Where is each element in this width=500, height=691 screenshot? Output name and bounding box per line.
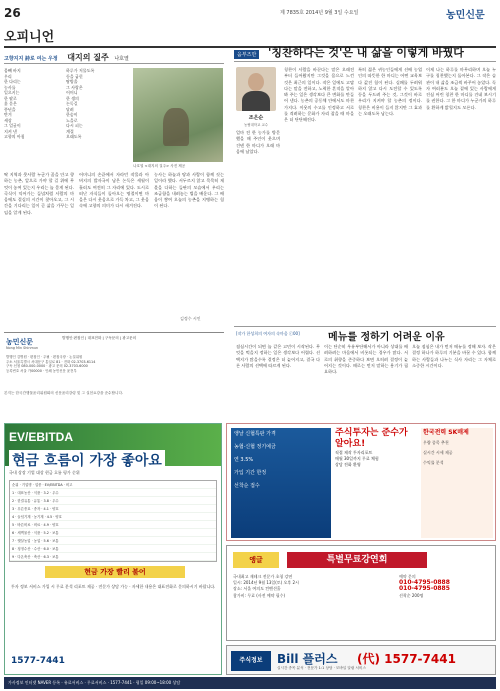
column-rule: [234, 61, 496, 62]
poem-lines-right: [66, 68, 126, 140]
ad2-mid-line: 매월 30일까지 무료 체험: [335, 456, 379, 461]
author-name: 조은순: [248, 115, 264, 121]
column-text-3: 이제 나는 하루를 마무리하며 오늘 누구를 칭찬했는지 돌아본다. 그 작은 습관이 내 삶을 조금씩 바꾸어 놓았다. 독자 여러분도 오늘 곁에 있는 사람에게 진심 어린 칭찬 한 마디를 건네 보시기를 권한다. 그 한 마디가 누군가의 하루를 환하게 밝힐지도 모른다.: [426, 67, 496, 110]
masthead-row: 발행인 김병원 · 편집인 · 주필 · 편집국장 · 논설위원: [6, 355, 83, 359]
column-text-2: 특히 젊은 귀농인들에게 선배 농업인의 따뜻한 한 마디는 어떤 교육보다 값진 힘이 된다. 실패를 두려워하지 않고 다시 도전할 수 있도록 등을 두드려 주는 것, 그것이 바로 우리가 지켜야 할 농촌의 정이다. 칭찬은 비용이 들지 않지만 그 효과는 오래도록 남는다.: [358, 67, 422, 117]
ad3-line: 일시: 2014년 9월 13일(토) 오후 2시: [233, 580, 299, 586]
poem-line: 논둑길: [66, 101, 78, 106]
poem-line: 반겨: [4, 112, 12, 117]
poem-line: 세상: [4, 117, 12, 123]
poem-line: 달려: [66, 106, 74, 112]
masthead-row: 주소 서울특별시 서대문구 통일로 81 · 전화 02-3703-6114: [6, 359, 96, 364]
ad3-contact-note: 선착순 200명: [399, 592, 424, 598]
ad4-brand: Bill 플러스: [277, 652, 338, 666]
poem-line: 몸빼 바지: [4, 68, 21, 73]
ad2-left-panel: [231, 428, 331, 538]
ad-bill-plus[interactable]: [226, 645, 496, 675]
ad2-left-line: 앵날 신협특판 가격: [234, 431, 276, 437]
table-row: 2 · 한결유통 · 유통 · 3.8 · 우수: [12, 499, 59, 503]
poem-line: 하루가 저물도록: [66, 68, 95, 73]
masthead-row: 구독 신청 080-000-0000 · 광고 문의 02-3703-6000: [6, 364, 88, 369]
issue-date: 제 7835호 2014년 9월 3일 수요일: [280, 10, 359, 16]
page-number: 26: [4, 6, 21, 20]
poem-line: 한 팔로: [4, 95, 17, 101]
ad3-line: 참가비: 무료 (사전 예약 필수): [233, 592, 286, 598]
box2-text-3: 오늘 점심은 내가 먼저 메뉴를 정해 보자. 작은 결정 하나가 하루의 기분을 바꿀 수 있다. 함께하는 사람들과 나누는 식사 자리는 그 자체로 소중한 시간이다.: [412, 344, 496, 368]
ad3-contact: [399, 574, 491, 599]
table-row: 8 · 청정수산 · 수산 · 6.0 · 보통: [12, 547, 59, 551]
ad1-phone[interactable]: 1577-7441: [11, 656, 65, 666]
poem-line: 계절: [66, 128, 74, 134]
ad4-tagline: 실시간 종목 분석 · 전문가 1:1 상담 · 모바일 알림 서비스: [277, 666, 366, 670]
poem-line: 다시 피는: [66, 123, 83, 128]
poem-line: 그 얼굴이: [4, 123, 21, 128]
ad-ev-ebitda[interactable]: [4, 423, 222, 675]
ad2-right-line: 수익률 분석: [423, 460, 444, 465]
section-title: 오피니언: [4, 30, 55, 45]
ad3-line: 장소: 서울 여의도 컨벤션홀: [233, 586, 281, 592]
ad2-left-line: 농협·신협 정기예금: [234, 444, 276, 450]
page-header: [0, 0, 500, 28]
ad3-body: [233, 574, 393, 599]
poem-line: 지켜 낸: [4, 128, 17, 134]
advertisement-area: [0, 421, 500, 691]
ad2-right-panel: [421, 428, 493, 538]
poem-label: 고향지지 詩로 여는 우정: [4, 56, 58, 62]
box2-text-1: 점심시간이 되면 늘 같은 고민이 시작된다. 무엇을 먹을지 정하는 일은 생각보다 어렵다. 선택지가 많을수록 결정은 더 늦어지고, 결국 다른 사람의 선택에 따르게 된다.: [236, 344, 320, 368]
table-row: 5 · 바른비료 · 비료 · 4.9 · 양호: [12, 523, 59, 527]
essay-column-1: 딱 지역과 뭇사람 누군가 꿈을 안고 향하는 농촌, 앞으로 가야 할 길 위에 무엇이 놓여 있는지 우리는 늘 묻게 된다. 곡식이 익어가는 들녘처럼 사람의 마음에도 결실의 시간이 찾아오고, 그 시간을 기다리는 일이 곧 삶을 가꾸는 일임을 알게 된다.: [4, 172, 74, 215]
column-text-1: 칭찬이 사람을 바꾼다는 말은 오래전부터 들어왔지만 그것을 몸으로 느낀 것은 최근의 일이다. 작은 일에도 고맙다는 말을 전하고, 노력한 흔적을 알아봐 주는 일은 생각보다 큰 변화를 만들어 낸다. 농촌의 공동체 안에서도 마찬가지다. 이웃의 수고를 인정하고 서로를 격려하는 문화가 자리 잡을 때 마을은 더 단단해진다.: [284, 67, 354, 123]
poem-line: 어머니: [66, 90, 78, 95]
ad-seminar[interactable]: [226, 545, 496, 641]
poem-lines-left: [4, 68, 64, 140]
photo-caption: 나호열 <대지의 질주> 사진 제공: [133, 164, 186, 168]
poem-title: 대지의 질주: [67, 53, 109, 62]
poem-line: 등을 굽힌: [66, 73, 83, 79]
ad1-subline: 국내 상장 기업 대상 현금 흐름 평가 순위: [9, 470, 80, 475]
poem-photo: [133, 68, 223, 162]
paper-name: 농민신문: [446, 10, 485, 21]
poem-line: 일으키는: [4, 90, 20, 95]
ad4-logo: 주식정보: [231, 651, 271, 671]
author-portrait: [236, 67, 276, 111]
ad2-mid-line: 직접 제작 투자리포트: [335, 450, 373, 455]
ad2-right-title: 한국전력 SK매제: [423, 429, 469, 436]
poem-line: 노을로: [66, 117, 78, 123]
masthead-row: 등록번호 서울 가00000 · 인쇄 농민신문 윤전부: [6, 368, 77, 373]
ad2-left-line: 연 3.5%: [234, 457, 254, 463]
ad2-middle-panel: [335, 428, 417, 468]
ad2-right-line: 우량 종목 추천: [423, 440, 449, 445]
poem-author: 나호열: [114, 56, 129, 62]
ad1-banner: 현금 가장 빨리 불어: [45, 566, 185, 578]
masthead-logo-sub: Nong Min Shinmun: [6, 346, 39, 350]
ad3-headline: 특별무료강연회: [287, 552, 427, 568]
poem-line: 한숨이: [66, 112, 78, 117]
ad1-ev-label: EV/EBITDA: [9, 430, 74, 444]
poem-line: 한 생의: [66, 95, 79, 101]
ad2-left-line: 가입 기간 한정: [234, 470, 267, 476]
table-row: 7 · 햇살농업 · 농업 · 5.6 · 보통: [12, 539, 59, 543]
ad3-phone[interactable]: 010-4795-0885: [399, 585, 450, 593]
poem-line: 고향의 아침: [4, 134, 25, 139]
essay-column-2: 어머니의 손끝에서 자라던 작물과 아버지의 발자국이 남은 논둑은 세월이 흘러도 여전히 그 자리에 있다. 도시로 떠난 자식들이 돌아오는 명절이면 마을은 다시 웃음으로 가득 차고, 그 웃음 속에 고향의 의미가 다시 새겨진다.: [79, 172, 149, 209]
poem-line: 오래도록: [66, 134, 82, 139]
ad4-phone[interactable]: (代) 1577-7441: [357, 652, 456, 666]
author-role: 농협대학교 교수: [243, 123, 268, 127]
poem-line: 흙 묻은: [4, 101, 17, 106]
essay-column-3: 농사는 하늘과 땅과 사람이 함께 짓는 일이라 했다. 서두르지 않고 묵묵히 제 몫을 다하는 들판의 모습에서 우리는 조급함을 내려놓는 법을 배운다. 그 배움이 쌓여 오늘의 농촌을 지탱하는 힘이 된다.: [154, 172, 224, 209]
ad3-phone[interactable]: 010-4795-0888: [399, 579, 450, 587]
table-row: 3 · 푸른종묘 · 종자 · 4.1 · 양호: [12, 507, 59, 511]
ad3-line: 국내최고 재테크 전문가 초청 강연: [233, 574, 293, 579]
poem-line: 그 사랑은: [66, 84, 83, 90]
poem-line: 한 다리는: [4, 79, 21, 84]
ethics-notice: 본지는 한국간행물윤리위원회의 신문윤리강령 및 그 실천요강을 준수합니다.: [4, 391, 124, 395]
ad1-description: 투자 정보 서비스 가입 시 무료 분석 리포트 제공 · 전문가 상담 가능 · 자세한 내용은 대표전화로 문의하시기 바랍니다.: [11, 584, 216, 589]
column-tag: 옴부즈만: [234, 50, 259, 59]
essay-writer: 김정수 시인: [180, 316, 201, 321]
box2-tag: [작가 한성희의 여자의 속마음 ⓒ00]: [236, 331, 300, 336]
masthead-tabs: 발행인·편집인 | 대표전화 | 구독문의 | 광고문의: [62, 336, 137, 340]
ad1-headline: 현금 흐름이 가장 좋아요: [9, 450, 165, 470]
poem-line: 풍년을: [4, 106, 16, 112]
ad3-logo: 앵글: [233, 552, 279, 568]
poem-line: 농사를: [4, 84, 16, 90]
column-headline: '칭찬하다는 것'은 내 삶을 이렇게 바꿨다: [268, 46, 464, 59]
poem-line: 땀방울: [66, 79, 78, 84]
masthead-box: [4, 332, 224, 388]
ad-stock-info[interactable]: [226, 423, 496, 541]
ad3-contact-label: 예약 문의: [399, 574, 416, 579]
ad2-mid-line: 상담 전화 환영: [335, 462, 361, 467]
masthead-logo: 농민신문: [6, 338, 34, 346]
column-text-0: 얼마 전 한 농가를 방문했을 때 주인이 웃으며 건넨 한 마디가 오래 마음에 남았다.: [236, 130, 280, 154]
table-row: 1 · 대표농산 · 식품 · 3.2 · 우수: [12, 491, 59, 495]
box2-headline: 메뉴를 정하기 어려운 이유: [328, 332, 445, 343]
ad1-table: [9, 480, 217, 562]
essay-body: [4, 172, 224, 330]
table-row: 순위 · 기업명 · 업종 · EV/EBITDA · 비고: [12, 483, 73, 487]
table-row: 6 · 새벽물산 · 식품 · 5.2 · 보통: [12, 531, 59, 535]
table-row: 9 · 다온축산 · 축산 · 6.3 · 보통: [12, 555, 59, 559]
table-row: 4 · 들녘기계 · 농기계 · 4.5 · 양호: [12, 515, 62, 519]
masthead-info: [6, 355, 222, 373]
box2-text-2: 이는 단순히 우유부단해서가 아니라 상대를 배려하려는 마음에서 비롯되는 경우가 많다. 서로의 취향을 존중하다 보면 오히려 결정이 늦어지는 것이다. 때로는 먼저 말하는 용기가 필요하다.: [324, 344, 408, 375]
ad2-right-line: 실시간 시세 제공: [423, 450, 453, 455]
box2-rule: [234, 326, 496, 327]
ad2-headline: 주식투자는 준수가 알아요!: [335, 428, 408, 449]
poem-title-bar: [4, 52, 224, 64]
poem-line: 우리: [4, 73, 12, 79]
footer-ad-strip: 가사정보 인터넷 NAVER 등록 · 유료서비스 · 무료서비스 · 1577-7441 · 평일 09:00~18:00 상담: [4, 677, 496, 689]
ad2-left-line: 선착순 접수: [234, 483, 260, 489]
